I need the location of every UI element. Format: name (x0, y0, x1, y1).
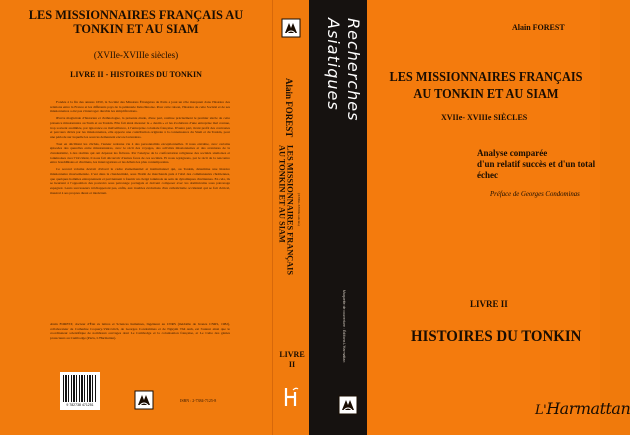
publisher-name: Harmattan (546, 399, 630, 418)
spine-centuries: (XVIIe-XVIIIe siècles) (297, 193, 301, 226)
back-cover-title: LES MISSIONNAIRES FRANÇAIS AU TONKIN ET AU SIAM (28, 8, 244, 36)
back-cover-book-label: LIVRE II - HISTOIRES DU TONKIN (70, 70, 202, 79)
publisher-emblem-icon (134, 390, 154, 410)
barcode-bars (63, 375, 97, 402)
front-cover (367, 0, 630, 435)
spine-title-line: LES MISSIONNAIRES FRANÇAIS (285, 145, 295, 276)
publisher-wordmark (535, 399, 630, 418)
spine-livre-label: LIVRE (279, 350, 305, 359)
publisher-prefix: L' (535, 403, 547, 418)
description-paragraph: Œuvre magistrale d'historien et d'ethnologue, la présente étude, d'une part, restitue précisément le premier siècle de cette présence missionnaire au Siam et au Tonkin. Elle fait ainsi mesurer le « destin » et les évolutions d'une entreprise mal connue, trop souvent assimilée, par ignorance ou malveillance, à l'entreprise coloniale française. D'autre part, tirant profit des contrastes et parcours dictés par les missionnaires, elle apporte une contribution originale à la connaissance du Siam et du Tonkin, pour une période sur laquelle les sources demeurent encore lacunaires. (50, 116, 230, 139)
front-cover-analysis (477, 148, 600, 181)
barcode-digits: 9 782738 471251 (66, 403, 94, 407)
front-cover-preface: Préface de Georges Condominas (490, 191, 580, 198)
collection-name (323, 18, 363, 121)
front-cover-book-title: HISTOIRES DU TONKIN (411, 328, 582, 345)
publisher-emblem-icon (281, 18, 301, 38)
back-cover (0, 0, 272, 435)
collection-band (309, 0, 367, 435)
publisher-emblem-icon (338, 395, 358, 415)
spine-title-line: AU TONKIN ET AU SIAM (277, 145, 287, 243)
analysis-line: Analyse comparée (477, 148, 548, 158)
front-cover-author: Alain FOREST (512, 23, 565, 32)
author-bio: Alain FOREST, docteur d'État ès lettres et Sciences humaines, Ingénieur au CNRS (médaille de bronze CNRS, 1982), collaborateur de Catherine Coquery-Vidrovitch, de Georges Condominas et de Nguyên Thê Anh, est l'auteur ainsi que le coordinateur scientifique de nombreux ouvrages dont Le Cambodge et la colonisation française, et Le Culte des génies protecteurs au Cambodge (Paris, L'Harmattan). (50, 322, 230, 341)
spine-livre-number: II (288, 360, 296, 369)
barcode (60, 372, 100, 410)
collection-line: Recherches (344, 18, 363, 122)
front-title-line: AU TONKIN ET AU SIAM (413, 86, 559, 101)
spine (272, 0, 310, 435)
description-paragraph: Tout en décilitant les clichés, l'auteur redonne vie à des personnalités exceptionnelles. Il nous entraîne, avec certains épisodes des querelles entre missionnaires, avec le récit des voyages, des activités missionnaires et des aventures de la clandestinité, à des réalités qui ont dépassé les fictions. Par l'analyse de la confrontation religieuse des sociétés siamoises et tonkinoises avec l'Occident, il nous fait découvrir d'autres faces de ces sociétés. Et nous rejoignons, par le récit de la rencontre entre bouddhistes et chrétiens, les interrogations et les débats les plus contemporains. (50, 141, 230, 165)
description-paragraph: Fondée à la fin des années 1650, la Société des Missions Étrangères de Paris a joué un rôle marquant dans l'histoire des relations entre la France et les différents pays de la péninsule Indochinoise. Pour cette raison, l'histoire de cette Société et de ses missionnaires a été pas s'interroger durable les simplifications. (50, 100, 230, 114)
front-cover-book-label: LIVRE II (470, 299, 508, 309)
spine-title (277, 145, 294, 275)
printed-note: Maquette de couverture : Éditions L'Harmattan (342, 290, 346, 363)
front-cover-centuries: XVIIe- XVIIIe SIÈCLES (441, 113, 528, 122)
front-cover-title (384, 68, 588, 102)
second-volume-paragraph: Ce second volume devrait d'abord la cadre événementiel et institutionnel qui, au Tonkin, détermine une histoire missionnaire mouvementée. C'est dans la clandestinité, sous l'habit de marchands puis à l'abri des communautés chrétiennes, que quelques hommes entreprennent et parviennent à fournir un clergé tonkinois au sein de dynamiques chrétiennes. En cela, ils se heurtent à l'opposition des pouvoirs sous patronage portugais et doivent composer avec les dominicains sous patronage espagnol. Leurs successeurs n'échapperont pas, enfin, aux troubles évolutions d'un catholicisme occidental qui se fait clérical, musical à ses propres dieux et intolérant. (50, 167, 230, 195)
collection-line: Asiatiques (324, 18, 343, 111)
analysis-line: d'un relatif succès et d'un total échec (477, 159, 596, 180)
front-title-line: LES MISSIONNAIRES FRANÇAIS (389, 69, 583, 84)
back-cover-subtitle: (XVIIe-XVIIIe siècles) (93, 50, 179, 60)
spine-author: Alain FOREST (284, 78, 294, 138)
spine-book-number (275, 350, 309, 370)
back-cover-description (50, 100, 230, 197)
isbn: ISBN : 2-7384-7125-8 (180, 398, 217, 403)
publisher-h-logo-icon (283, 386, 299, 408)
